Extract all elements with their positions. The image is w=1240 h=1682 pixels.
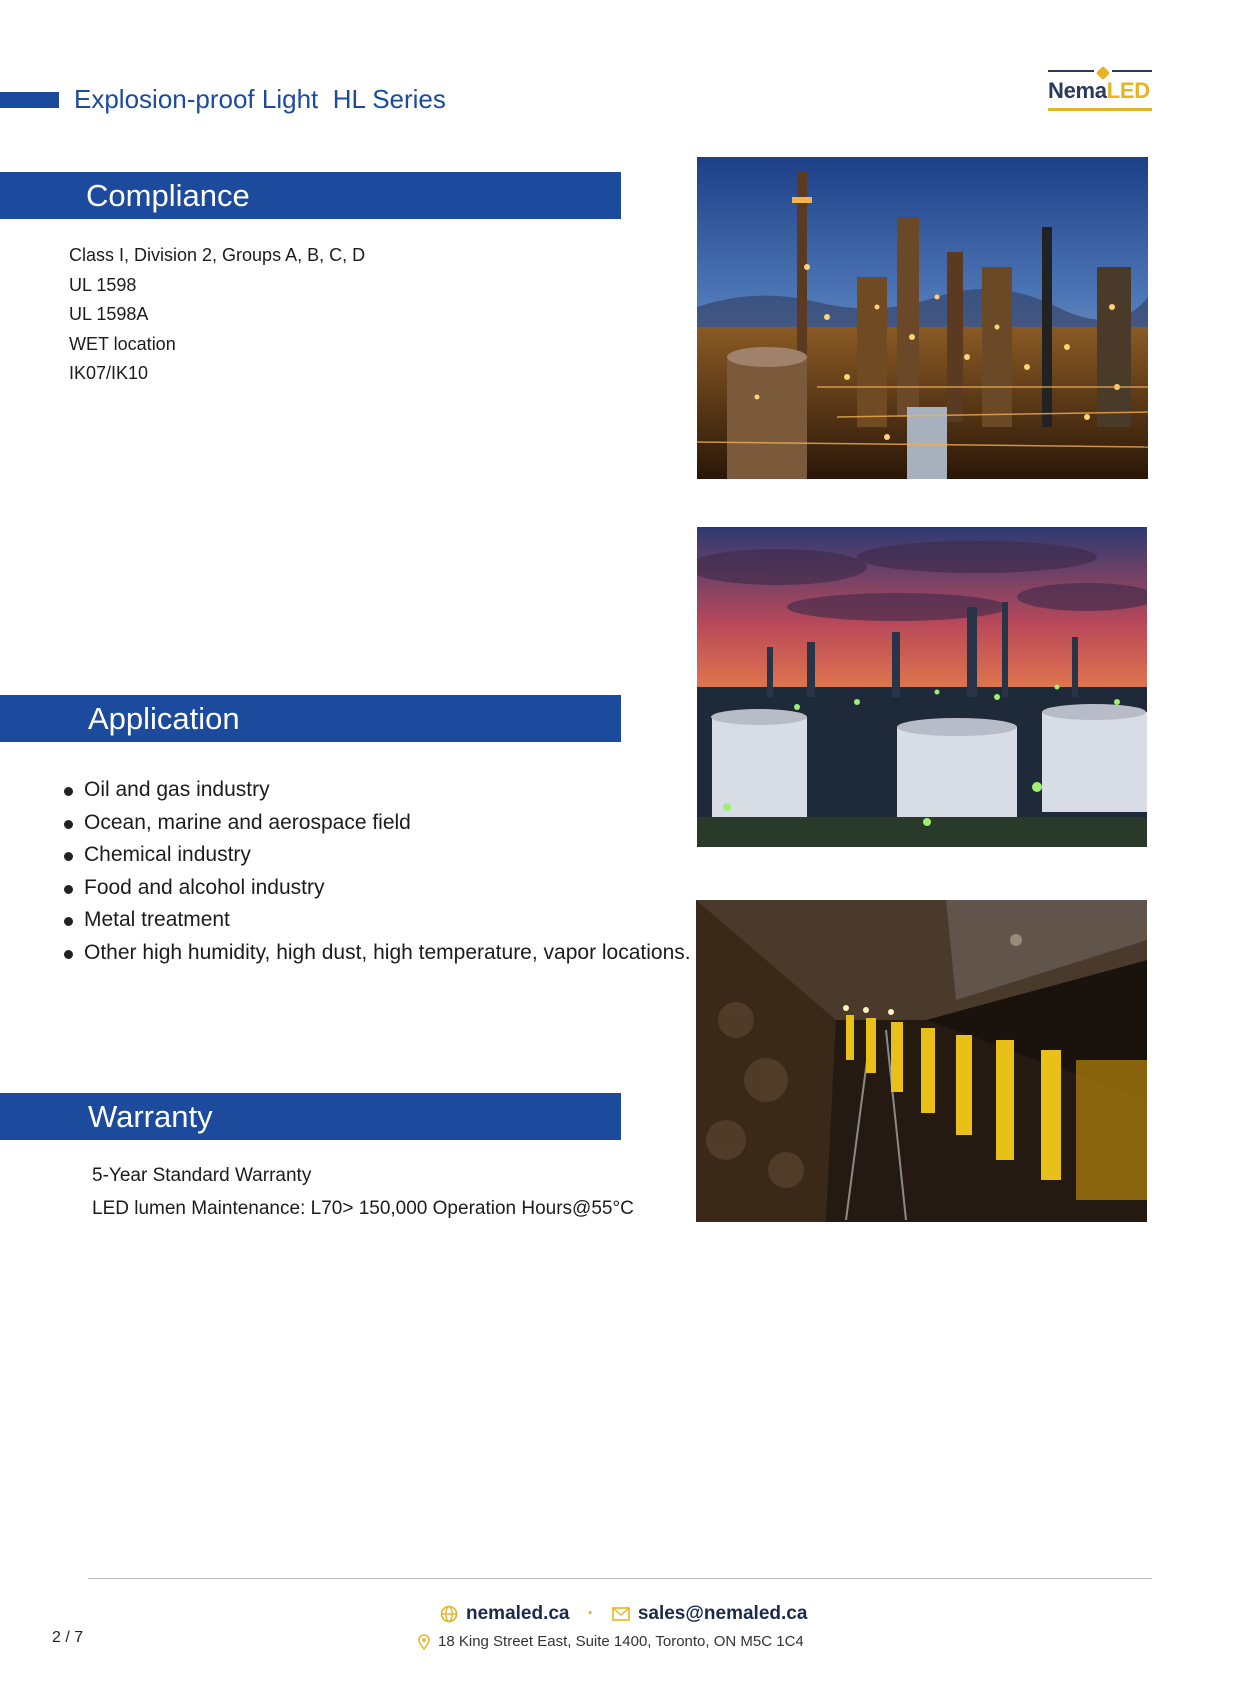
warranty-list xyxy=(92,1159,634,1225)
application-heading: Application xyxy=(88,701,240,736)
logo-underline xyxy=(1048,108,1152,111)
compliance-item: UL 1598A xyxy=(69,304,149,324)
application-item-text: Food and alcohol industry xyxy=(84,875,325,899)
envelope-icon xyxy=(612,1607,630,1621)
compliance-item: WET location xyxy=(69,333,176,354)
application-item xyxy=(62,807,691,840)
document-title: Explosion-proof Light HL Series xyxy=(74,84,446,114)
warranty-item: 5-Year Standard Warranty xyxy=(92,1165,312,1186)
page-number: 2 / 7 xyxy=(52,1629,84,1646)
application-item-text: Oil and gas industry xyxy=(84,778,270,801)
application-item-text: Other high humidity, high dust, high temperature, vapor locations. xyxy=(84,940,691,964)
warranty-heading-banner xyxy=(0,1093,621,1140)
application-item-text: Metal treatment xyxy=(84,908,230,931)
refinery-night-photo xyxy=(697,157,1148,479)
compliance-item: UL 1598 xyxy=(69,274,137,295)
compliance-item: IK07/IK10 xyxy=(69,363,149,383)
bullet-icon xyxy=(64,787,73,796)
footer-contact-row xyxy=(440,1603,807,1625)
warranty-heading: Warranty xyxy=(88,1099,213,1134)
logo-text-main: Nema xyxy=(1048,78,1107,103)
website-link[interactable]: nemaled.ca xyxy=(466,1603,570,1624)
bullet-icon xyxy=(64,950,73,959)
footer-divider xyxy=(88,1578,1152,1579)
bullet-icon xyxy=(64,852,73,861)
application-list xyxy=(62,774,691,969)
globe-icon xyxy=(440,1605,458,1623)
address-text: 18 King Street East, Suite 1400, Toronto, ON M5C 1C4 xyxy=(438,1633,804,1650)
application-heading-banner xyxy=(0,695,621,742)
mine-tunnel-photo xyxy=(696,900,1147,1222)
application-item xyxy=(62,937,691,970)
logo-rule-right xyxy=(1112,70,1152,72)
logo-text-accent: LED xyxy=(1106,78,1150,103)
footer-separator: · xyxy=(587,1603,594,1624)
location-pin-icon xyxy=(418,1634,430,1650)
header-accent-bar xyxy=(0,92,59,108)
application-item-text: Ocean, marine and aerospace field xyxy=(84,810,411,834)
application-item xyxy=(62,839,691,872)
bullet-icon xyxy=(64,917,73,926)
bullet-icon xyxy=(64,820,73,829)
compliance-heading-banner xyxy=(0,172,621,219)
brand-logo xyxy=(1048,64,1158,116)
warranty-item: LED lumen Maintenance: L70> 150,000 Operation Hours@55°C xyxy=(92,1198,634,1219)
bullet-icon xyxy=(64,885,73,894)
application-item xyxy=(62,904,691,937)
email-link[interactable]: sales@nemaled.ca xyxy=(637,1603,808,1624)
logo-wordmark xyxy=(1048,78,1150,104)
application-item-text: Chemical industry xyxy=(84,843,251,866)
application-item xyxy=(62,872,691,905)
compliance-list xyxy=(69,241,365,389)
application-item xyxy=(62,774,691,807)
compliance-heading: Compliance xyxy=(86,178,250,213)
compliance-item: Class I, Division 2, Groups A, B, C, D xyxy=(69,245,366,265)
refinery-sunset-photo xyxy=(697,527,1147,847)
footer-address-row xyxy=(418,1633,804,1650)
logo-rule-left xyxy=(1048,70,1094,72)
